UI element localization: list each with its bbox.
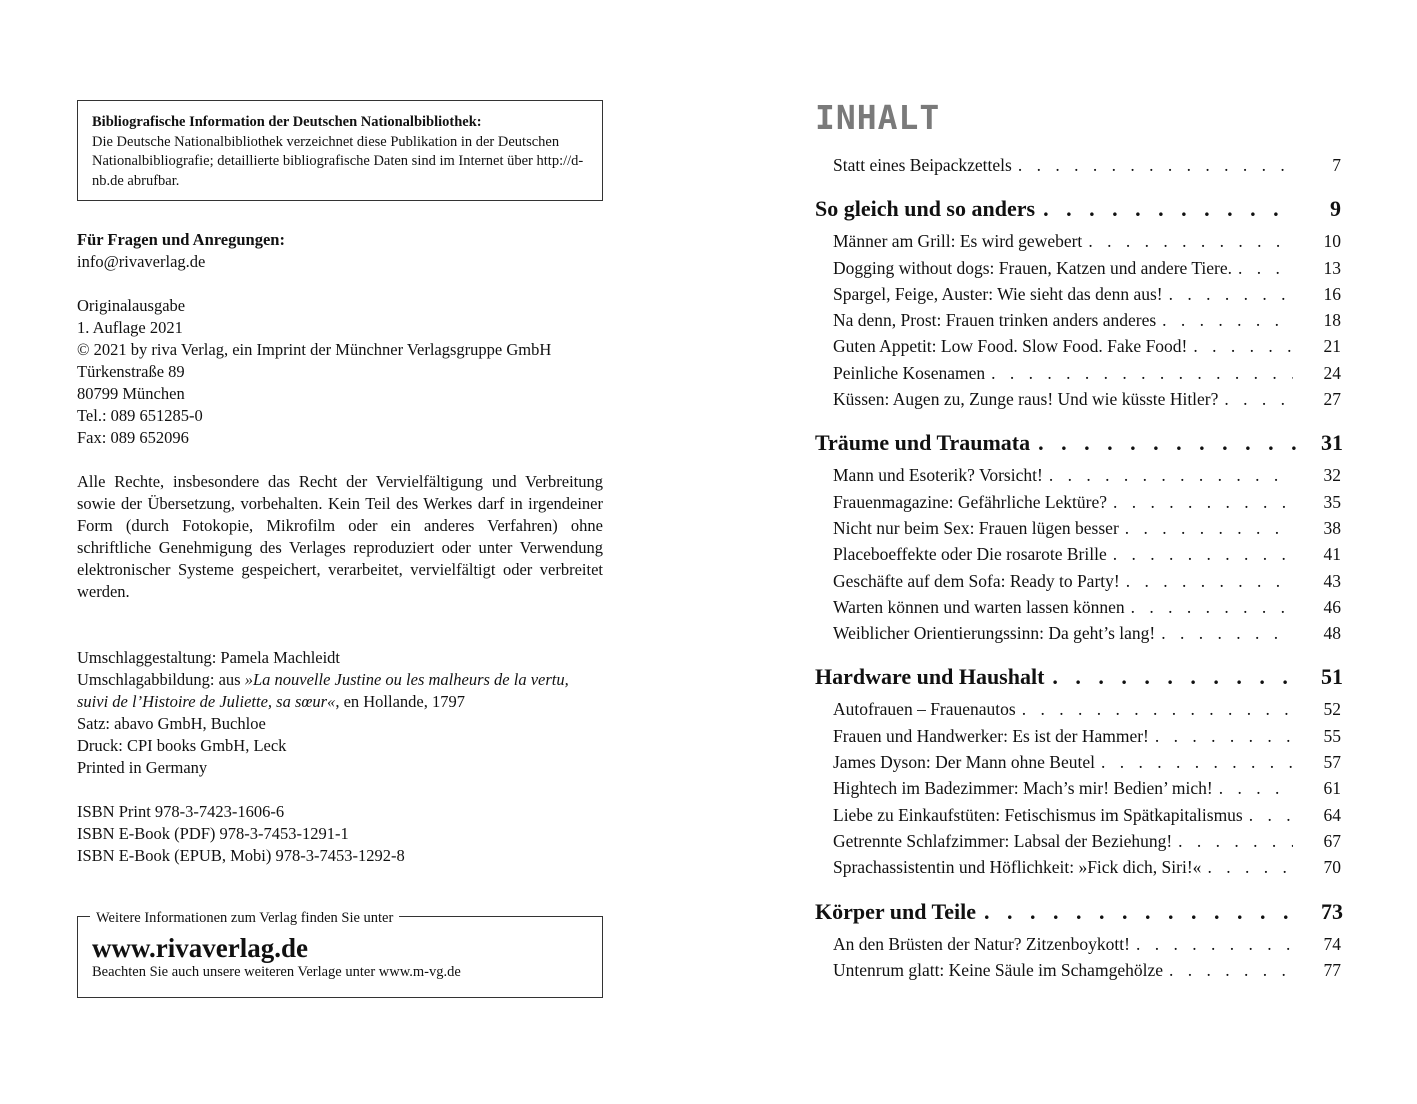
email-link[interactable]: info@rivaverlag.de [77, 252, 206, 271]
credits-block [77, 647, 603, 779]
toc-entry[interactable] [815, 828, 1341, 854]
toc-title: INHALT [815, 98, 941, 137]
imprint-page [77, 100, 603, 980]
entry-page: 10 [1323, 231, 1341, 252]
toc-entry[interactable] [815, 696, 1341, 722]
entry-title: Warten können und warten lassen können [833, 596, 1125, 617]
entry-page: 48 [1323, 623, 1341, 644]
dot-leader [991, 360, 1293, 386]
isbn-line: ISBN E-Book (PDF) 978-3-7453-1291-1 [77, 824, 349, 843]
entry-page: 57 [1323, 752, 1341, 773]
entry-title: An den Brüsten der Natur? Zitzenboykott! [833, 933, 1130, 954]
entry-title: Guten Appetit: Low Food. Slow Food. Fake Food! [833, 336, 1188, 357]
section-title: Träume und Traumata [815, 430, 1031, 456]
toc-section-heading[interactable] [815, 897, 1341, 927]
entry-title: Sprachassistentin und Höflichkeit: »Fick dich, Siri!« [833, 857, 1202, 878]
entry-page: 13 [1323, 257, 1341, 278]
toc-entry[interactable] [815, 360, 1341, 386]
dot-leader [1238, 255, 1293, 281]
toc-entry[interactable] [815, 386, 1341, 412]
entry-page: 7 [1332, 155, 1341, 175]
edition-block [77, 295, 603, 449]
section-title: Hardware und Haushalt [815, 664, 1045, 690]
credit-line: Satz: abavo GmbH, Buchloe [77, 714, 266, 733]
dot-leader [1049, 462, 1293, 488]
entry-title: Autofrauen – Frauenautos [833, 699, 1016, 720]
dot-leader [1052, 662, 1297, 692]
website-link[interactable]: www.rivaverlag.de [92, 933, 308, 963]
toc-entry[interactable] [815, 931, 1341, 957]
dot-leader [1018, 152, 1293, 178]
entry-page: 46 [1323, 596, 1341, 617]
entry-page: 35 [1323, 491, 1341, 512]
dot-leader [1038, 428, 1297, 458]
isbn-line: ISBN E-Book (EPUB, Mobi) 978-3-7453-1292-8 [77, 846, 405, 865]
toc-entry[interactable] [815, 228, 1341, 254]
toc-entry[interactable] [815, 281, 1341, 307]
dot-leader [1136, 931, 1293, 957]
entry-title: Hightech im Badezimmer: Mach’s mir! Bedien’ mich! [833, 778, 1213, 799]
bibliographic-info-box [77, 100, 603, 201]
credit-line: Druck: CPI books GmbH, Leck [77, 736, 287, 755]
toc-entry[interactable] [815, 854, 1341, 880]
toc-entry[interactable] [815, 152, 1341, 178]
edition-line: Türkenstraße 89 [77, 362, 185, 381]
bib-title: Bibliografische Information der Deutschen Nationalbibliothek: [92, 114, 482, 130]
entry-title: Getrennte Schlafzimmer: Labsal der Beziehung! [833, 830, 1173, 851]
dot-leader [984, 897, 1297, 927]
dot-leader [1169, 281, 1293, 307]
entry-title: Liebe zu Einkaufstüten: Fetischismus im Spätkapitalismus [833, 804, 1243, 825]
dot-leader [1207, 854, 1293, 880]
toc-section-heading[interactable] [815, 194, 1341, 224]
edition-line: 80799 München [77, 384, 185, 403]
entry-title: Placeboeffekte oder Die rosarote Brille [833, 544, 1107, 565]
dot-leader [1113, 489, 1293, 515]
entry-page: 61 [1323, 778, 1341, 799]
toc-entry[interactable] [815, 568, 1341, 594]
dot-leader [1155, 723, 1293, 749]
entry-page: 43 [1323, 570, 1341, 591]
cover-image-prefix: Umschlagabbildung: aus [77, 670, 245, 689]
entry-title: Männer am Grill: Es wird gewebert [833, 231, 1083, 252]
entry-title: Dogging without dogs: Frauen, Katzen und andere Tiere. [833, 257, 1233, 278]
toc-section-heading[interactable] [815, 662, 1341, 692]
toc-entry[interactable] [815, 333, 1341, 359]
dot-leader [1131, 594, 1293, 620]
entry-title: Küssen: Augen zu, Zunge raus! Und wie küsste Hitler? [833, 389, 1219, 410]
cover-image [77, 669, 603, 713]
entry-page: 64 [1323, 804, 1341, 825]
entry-title: Spargel, Feige, Auster: Wie sieht das denn aus! [833, 283, 1163, 304]
entry-page: 70 [1323, 857, 1341, 878]
entry-page: 24 [1323, 362, 1341, 383]
cover-image-title: »La nouvelle Justine ou les malheurs de la vertu, suivi de l’Histoire de Juliette, sa sœur« [77, 670, 569, 711]
section-page: 73 [1321, 898, 1343, 924]
section-title: Körper und Teile [815, 898, 976, 924]
section-title: So gleich und so anders [815, 196, 1036, 222]
entry-title: Peinliche Kosenamen [833, 362, 986, 383]
dot-leader [1126, 568, 1293, 594]
dot-leader [1101, 749, 1293, 775]
entry-title: Weiblicher Orientierungssinn: Da geht’s lang! [833, 623, 1156, 644]
toc-entry[interactable] [815, 541, 1341, 567]
section-page: 31 [1321, 430, 1343, 456]
toc-entry[interactable] [815, 620, 1341, 646]
entry-title: Geschäfte auf dem Sofa: Ready to Party! [833, 570, 1120, 591]
edition-line: Fax: 089 652096 [77, 428, 189, 447]
entry-page: 18 [1323, 310, 1341, 331]
dot-leader [1224, 386, 1293, 412]
entry-page: 74 [1323, 933, 1341, 954]
more-info-label: Weitere Informationen zum Verlag finden Sie unter [90, 907, 399, 929]
toc-entry[interactable] [815, 489, 1341, 515]
dot-leader [1113, 541, 1293, 567]
dot-leader [1169, 957, 1293, 983]
toc-entry[interactable] [815, 462, 1341, 488]
entry-page: 67 [1323, 830, 1341, 851]
cover-image-suffix: , en Hollande, 1797 [335, 692, 465, 711]
dot-leader [1022, 696, 1293, 722]
entry-title: Mann und Esoterik? Vorsicht! [833, 465, 1043, 486]
toc-entry[interactable] [815, 749, 1341, 775]
table-of-contents [815, 100, 1341, 983]
entry-title: Frauenmagazine: Gefährliche Lektüre? [833, 491, 1108, 512]
dot-leader [1219, 775, 1293, 801]
entry-page: 38 [1323, 517, 1341, 538]
edition-line: © 2021 by riva Verlag, ein Imprint der Münchner Verlagsgruppe GmbH [77, 340, 552, 359]
toc-section-heading[interactable] [815, 428, 1341, 458]
toc-entry[interactable] [815, 255, 1341, 281]
toc-sections [815, 194, 1341, 983]
dot-leader [1088, 228, 1293, 254]
toc-entry[interactable] [815, 957, 1341, 983]
entry-page: 32 [1323, 465, 1341, 486]
section-page: 51 [1321, 664, 1343, 690]
entry-page: 16 [1323, 283, 1341, 304]
publisher-info-box [77, 910, 603, 998]
edition-line: Tel.: 089 651285-0 [77, 406, 203, 425]
entry-title: James Dyson: Der Mann ohne Beutel [833, 752, 1095, 773]
entry-title: Frauen und Handwerker: Es ist der Hammer! [833, 725, 1149, 746]
entry-title: Na denn, Prost: Frauen trinken anders anderes [833, 310, 1157, 331]
dot-leader [1161, 620, 1293, 646]
entry-page: 77 [1323, 959, 1341, 980]
dot-leader [1043, 194, 1297, 224]
cover-design: Umschlaggestaltung: Pamela Machleidt [77, 648, 341, 667]
edition-line: Originalausgabe [77, 296, 186, 315]
credit-line: Printed in Germany [77, 758, 208, 777]
toc-entry[interactable] [815, 723, 1341, 749]
entry-page: 55 [1323, 725, 1341, 746]
dot-leader [1193, 333, 1293, 359]
toc-entry[interactable] [815, 307, 1341, 333]
questions-label: Für Fragen und Anregungen: [77, 230, 285, 249]
toc-entry[interactable] [815, 775, 1341, 801]
bib-text: Die Deutsche Nationalbibliothek verzeichnet diese Publikation in der Deutschen Nationalbibliografie; detaillierte bibliografische Daten sind im Internet über http://d-nb.de abrufbar. [92, 133, 584, 189]
dot-leader [1162, 307, 1293, 333]
section-page: 9 [1330, 196, 1341, 222]
dot-leader [1125, 515, 1293, 541]
entry-page: 41 [1323, 544, 1341, 565]
toc-entry[interactable] [815, 802, 1341, 828]
entry-title: Untenrum glatt: Keine Säule im Schamgehölze [833, 959, 1163, 980]
dot-leader [1249, 802, 1293, 828]
toc-entry[interactable] [815, 515, 1341, 541]
rights-text: Alle Rechte, insbesondere das Recht der Vervielfältigung und Verbreitung sowie der Übersetzung, vorbehalten. Kein Teil des Werkes darf in irgendeiner Form (durch Fotokopie, Mikrofilm oder ein anderes Verfahren) ohne schriftliche Genehmigung des Verlages reproduziert oder unter Verwendung elektronischer Systeme gespeichert, verarbeitet, vervielfältigt oder verbreitet werden. [77, 472, 603, 601]
other-publishers: Beachten Sie auch unsere weiteren Verlage unter www.m-vg.de [92, 964, 461, 980]
dot-leader [1178, 828, 1293, 854]
isbn-line: ISBN Print 978-3-7423-1606-6 [77, 802, 285, 821]
entry-page: 52 [1323, 699, 1341, 720]
contact-block [77, 229, 603, 273]
edition-line: 1. Auflage 2021 [77, 318, 183, 337]
entry-page: 27 [1323, 389, 1341, 410]
toc-entry[interactable] [815, 594, 1341, 620]
entry-page: 21 [1323, 336, 1341, 357]
isbn-block [77, 801, 603, 867]
entry-title: Statt eines Beipackzettels [833, 155, 1012, 175]
entry-title: Nicht nur beim Sex: Frauen lügen besser [833, 517, 1119, 538]
